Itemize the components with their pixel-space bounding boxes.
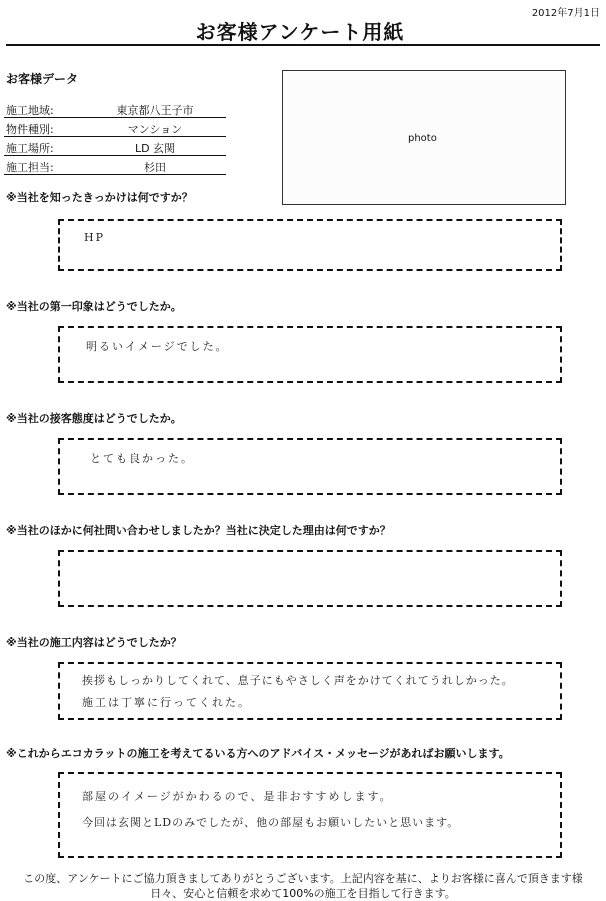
survey-date: 2012年7月1日 [531, 8, 600, 19]
answer-text: 施工は丁寧に行ってくれた。 [82, 696, 251, 709]
answer-text: 挨拶もしっかりしてくれて、息子にもやさしく声をかけてくれてうれしかった。 [82, 674, 514, 687]
question-6: ※これからエコカラットの施工を考えてるいる方へのアドバイス・メッセージがあればお願いします。 [6, 747, 510, 760]
question-2: ※当社の第一印象はどうでしたか。 [6, 300, 182, 313]
info-value: マンション [127, 123, 183, 136]
question-4: ※当社のほかに何社問い合わせしましたか？当社に決定した理由は何ですか？ [6, 524, 391, 537]
title-underline [6, 44, 600, 46]
info-label: 施工場所: [6, 142, 54, 155]
answer-text: 明るいイメージでした。 [86, 340, 229, 353]
answer-box-1 [58, 219, 562, 271]
info-label: 物件種別: [6, 123, 54, 136]
question-1: ※当社を知ったきっかけは何ですか？ [6, 191, 193, 204]
customer-data-heading: お客様データ [6, 72, 79, 86]
photo-label: photo [408, 133, 437, 144]
question-5: ※当社の施工内容はどうでしたか？ [6, 636, 182, 649]
info-row-staff [4, 157, 226, 175]
info-row-area [4, 100, 226, 118]
photo-frame [282, 70, 566, 205]
answer-text: 部屋のイメージがかわるので、是非おすすめします。 [82, 790, 393, 803]
question-3: ※当社の接客態度はどうでしたか。 [6, 412, 182, 425]
answer-box-6 [58, 772, 562, 858]
info-value: 杉田 [144, 161, 166, 174]
answer-box-5 [58, 662, 562, 720]
answer-text: 今回は玄関とLDのみでしたが、他の部屋もお願いしたいと思います。 [82, 816, 460, 829]
answer-box-4 [58, 550, 562, 607]
footer-line-2: 日々、安心と信頼を求めて100%の施工を目指して行きます。 [150, 887, 456, 900]
page-title: お客様アンケート用紙 [195, 20, 405, 44]
info-row-location [4, 138, 226, 156]
answer-box-3 [58, 438, 562, 495]
info-label: 施工地域: [6, 104, 54, 117]
answer-text: とても良かった。 [90, 452, 194, 465]
answer-box-2 [58, 326, 562, 383]
info-label: 施工担当: [6, 161, 54, 174]
footer-line-1: この度、アンケートにご協力頂きましてありがとうございます。上記内容を基に、よりお客様に喜んで頂きます様 [23, 872, 583, 885]
info-row-property-type [4, 119, 226, 137]
answer-text: HP [84, 231, 105, 244]
info-value: LD 玄関 [134, 142, 176, 155]
info-value: 東京都八王子市 [116, 104, 194, 117]
